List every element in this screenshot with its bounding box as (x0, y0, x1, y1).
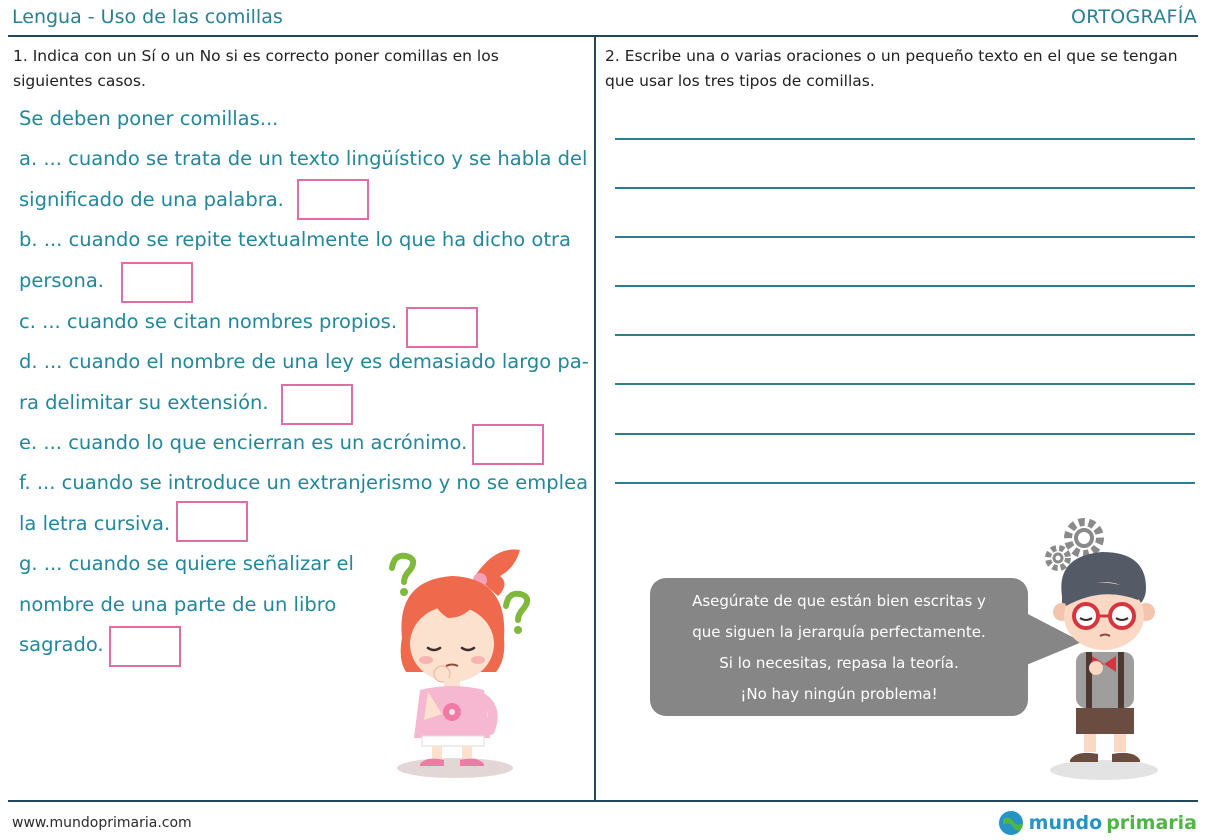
item-b-line-2: persona. (19, 269, 104, 292)
item-a-line-2: significado de una palabra. (19, 188, 284, 211)
answer-box-d[interactable] (281, 384, 353, 425)
item-f-line-1: f. ... cuando se introduce un extranjerismo y no se emplea (19, 471, 589, 494)
answer-box-e[interactable] (472, 424, 544, 465)
writing-line[interactable] (615, 433, 1195, 435)
brand-word-2: primaria (1106, 812, 1197, 834)
footer-url[interactable]: www.mundoprimaria.com (12, 815, 192, 831)
subject-label: ORTOGRAFÍA (1070, 6, 1197, 28)
answer-box-g[interactable] (109, 626, 181, 667)
item-f-line-2: la letra cursiva. (19, 512, 171, 535)
mundo-primaria-logo-icon (997, 809, 1025, 837)
answer-box-f[interactable] (176, 501, 248, 542)
writing-line[interactable] (615, 383, 1195, 385)
writing-line[interactable] (615, 334, 1195, 336)
writing-line[interactable] (615, 187, 1195, 189)
item-e-line-1: e. ... cuando lo que encierran es un acrónimo. (19, 431, 468, 454)
brand-word-1: mundo (1028, 812, 1103, 834)
question-mark-icon (506, 594, 527, 634)
writing-line[interactable] (615, 285, 1195, 287)
mundo-primaria-logo[interactable] (997, 809, 1197, 837)
item-g-line-1: g. ... cuando se quiere señalizar el (19, 552, 354, 575)
page-title: Lengua - Uso de las comillas (12, 6, 283, 28)
item-b-line-1: b. ... cuando se repite textualmente lo que ha dicho otra (19, 228, 571, 251)
exercise-1-intro: Se deben poner comillas... (19, 107, 279, 130)
item-d-line-2: ra delimitar su extensión. (19, 391, 269, 414)
bubble-line-2: que siguen la jerarquía perfectamente. (692, 623, 986, 641)
speech-bubble (650, 578, 1028, 716)
bubble-line-3: Si lo necesitas, repasa la teoría. (719, 654, 959, 672)
item-c-line-1: c. ... cuando se citan nombres propios. (19, 310, 398, 333)
girl-thinking-illustration (380, 540, 530, 782)
writing-line[interactable] (615, 236, 1195, 238)
bubble-line-4: ¡No hay ningún problema! (740, 685, 938, 703)
footer-divider (8, 800, 1198, 802)
bubble-line-1: Asegúrate de que están bien escritas y (692, 592, 986, 610)
answer-box-b[interactable] (121, 262, 193, 303)
answer-box-c[interactable] (406, 307, 478, 348)
exercise-1-prompt: 1. Indica con un Sí o un No si es correcto poner comillas en los siguientes casos. (13, 47, 499, 90)
item-a-line-1: a. ... cuando se trata de un texto lingüístico y se habla del (19, 147, 588, 170)
exercise-2-prompt: 2. Escribe una o varias oraciones o un pequeño texto en el que se tengan que usar los tres tipos de comillas. (605, 47, 1178, 90)
item-d-line-1: d. ... cuando el nombre de una ley es demasiado largo pa- (19, 350, 589, 373)
item-g-line-2: nombre de una parte de un libro (19, 593, 337, 616)
header-divider (8, 35, 1198, 37)
column-divider (594, 36, 596, 800)
question-mark-icon (392, 556, 413, 596)
writing-line[interactable] (615, 482, 1195, 484)
boy-thinking-illustration (1040, 512, 1168, 782)
answer-box-a[interactable] (297, 179, 369, 220)
item-g-line-3: sagrado. (19, 633, 104, 656)
writing-line[interactable] (615, 138, 1195, 140)
